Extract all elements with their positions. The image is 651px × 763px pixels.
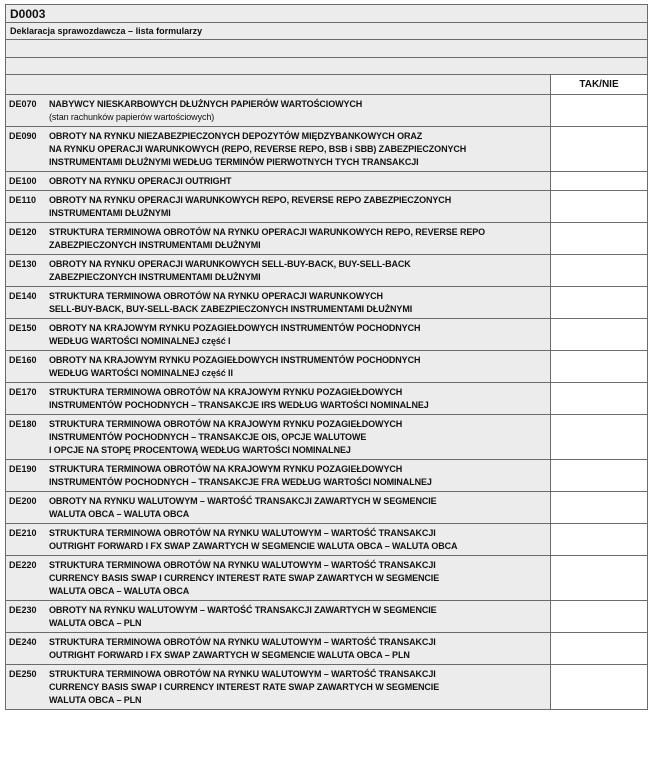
tak-nie-answer-field[interactable] (550, 383, 647, 414)
tak-nie-answer-field[interactable] (550, 191, 647, 222)
form-description (49, 175, 231, 188)
form-description (49, 290, 412, 316)
form-description (49, 636, 436, 662)
description-line: INSTRUMENTAMI DŁUŻNYMI (49, 208, 171, 218)
form-code-label: DE250 (9, 669, 37, 679)
row-description-cell (6, 665, 550, 709)
table-row (6, 665, 647, 709)
description-line: INSTRUMENTÓW POCHODNYCH – TRANSAKCJE FRA WEDŁUG WARTOŚCI NOMINALNEJ (49, 477, 432, 487)
row-description-cell (6, 460, 550, 491)
tak-nie-answer-field[interactable] (550, 524, 647, 555)
form-code-label: DE120 (9, 227, 37, 237)
tak-nie-answer-field[interactable] (550, 223, 647, 254)
row-description-cell (6, 223, 550, 254)
description-line: WEDŁUG WARTOŚCI NOMINALNEJ część I (49, 336, 231, 346)
form-code-label: DE200 (9, 496, 37, 506)
description-line: OBROTY NA RYNKU NIEZABEZPIECZONYCH DEPOZYTÓW MIĘDZYBANKOWYCH ORAZ (49, 131, 423, 141)
tak-nie-answer-field[interactable] (550, 633, 647, 664)
table-row (6, 191, 647, 223)
description-line: STRUKTURA TERMINOWA OBROTÓW NA KRAJOWYM RYNKU POZAGIEŁDOWYCH (49, 387, 403, 397)
form-description (49, 130, 466, 169)
tak-nie-answer-field[interactable] (550, 287, 647, 318)
description-line: STRUKTURA TERMINOWA OBROTÓW NA KRAJOWYM RYNKU POZAGIEŁDOWYCH (49, 464, 403, 474)
description-line: CURRENCY BASIS SWAP I CURRENCY INTEREST RATE SWAP ZAWARTYCH W SEGMENCIE (49, 682, 440, 692)
form-title: Deklaracja sprawozdawcza – lista formularzy (6, 23, 647, 40)
description-line: INSTRUMENTÓW POCHODNYCH – TRANSAKCJE OIS, OPCJE WALUTOWE (49, 432, 367, 442)
tak-nie-answer-field[interactable] (550, 460, 647, 491)
form-code: D0003 (6, 5, 647, 23)
description-line: INSTRUMENTÓW POCHODNYCH – TRANSAKCJE IRS WEDŁUG WARTOŚCI NOMINALNEJ (49, 400, 429, 410)
form-code-label: DE160 (9, 355, 37, 365)
form-description (49, 604, 437, 630)
table-row (6, 351, 647, 383)
table-row (6, 287, 647, 319)
form-description (49, 226, 485, 252)
description-line: ZABEZPIECZONYCH INSTRUMENTAMI DŁUŻNYMI (49, 240, 261, 250)
description-line: OBROTY NA RYNKU WALUTOWYM – WARTOŚĆ TRANSAKCJI ZAWARTYCH W SEGMENCIE (49, 496, 437, 506)
description-line: ZABEZPIECZONYCH INSTRUMENTAMI DŁUŻNYMI (49, 272, 261, 282)
form-description (49, 386, 429, 412)
form-description (49, 322, 420, 348)
description-line: STRUKTURA TERMINOWA OBROTÓW NA RYNKU OPERACJI WARUNKOWYCH (49, 291, 383, 301)
table-row (6, 556, 647, 601)
description-line: (stan rachunków papierów wartościowych) (49, 112, 215, 122)
tak-nie-answer-field[interactable] (550, 415, 647, 459)
tak-nie-answer-field[interactable] (550, 601, 647, 632)
form-code-label: DE070 (9, 99, 37, 109)
column-header-tak-nie: TAK/NIE (550, 75, 647, 94)
description-line: WALUTA OBCA – WALUTA OBCA (49, 586, 190, 596)
table-row (6, 95, 647, 127)
row-description-cell (6, 601, 550, 632)
row-description-cell (6, 383, 550, 414)
description-line: WEDŁUG WARTOŚCI NOMINALNEJ część II (49, 368, 233, 378)
tak-nie-answer-field[interactable] (550, 351, 647, 382)
description-line: CURRENCY BASIS SWAP I CURRENCY INTEREST RATE SWAP ZAWARTYCH W SEGMENCIE (49, 573, 440, 583)
row-description-cell (6, 191, 550, 222)
description-line: OBROTY NA RYNKU WALUTOWYM – WARTOŚĆ TRANSAKCJI ZAWARTYCH W SEGMENCIE (49, 605, 437, 615)
form-description (49, 527, 457, 553)
description-line: SELL-BUY-BACK, BUY-SELL-BACK ZABEZPIECZONYCH INSTRUMENTAMI DŁUŻNYMI (49, 304, 413, 314)
form-description (49, 354, 420, 380)
description-line: STRUKTURA TERMINOWA OBROTÓW NA RYNKU WALUTOWYM – WARTOŚĆ TRANSAKCJI (49, 528, 436, 538)
description-line: OUTRIGHT FORWARD I FX SWAP ZAWARTYCH W SEGMENCIE WALUTA OBCA – PLN (49, 650, 410, 660)
tak-nie-answer-field[interactable] (550, 665, 647, 709)
form-code-label: DE140 (9, 291, 37, 301)
row-description-cell (6, 255, 550, 286)
empty-bar (6, 58, 647, 75)
form-rows (6, 95, 647, 709)
description-line: STRUKTURA TERMINOWA OBROTÓW NA KRAJOWYM RYNKU POZAGIEŁDOWYCH (49, 419, 403, 429)
form-code-label: DE230 (9, 605, 37, 615)
description-line: INSTRUMENTAMI DŁUŻNYMI WEDŁUG TERMINÓW PIERWOTNYCH TYCH TRANSAKCJI (49, 157, 419, 167)
tak-nie-answer-field[interactable] (550, 319, 647, 350)
table-row (6, 460, 647, 492)
row-description-cell (6, 492, 550, 523)
row-description-cell (6, 633, 550, 664)
table-row (6, 172, 647, 191)
form-code-label: DE220 (9, 560, 37, 570)
description-line: STRUKTURA TERMINOWA OBROTÓW NA RYNKU WALUTOWYM – WARTOŚĆ TRANSAKCJI (49, 669, 436, 679)
table-row (6, 127, 647, 172)
description-line: NABYWCY NIESKARBOWYCH DŁUŻNYCH PAPIERÓW WARTOŚCIOWYCH (49, 99, 363, 109)
description-line: WALUTA OBCA – PLN (49, 618, 142, 628)
table-row (6, 524, 647, 556)
form-code-label: DE090 (9, 131, 37, 141)
description-line: STRUKTURA TERMINOWA OBROTÓW NA RYNKU OPERACJI WARUNKOWYCH REPO, REVERSE REPO (49, 227, 486, 237)
description-line: OBROTY NA KRAJOWYM RYNKU POZAGIEŁDOWYCH INSTRUMENTÓW POCHODNYCH (49, 323, 421, 333)
form-code-label: DE130 (9, 259, 37, 269)
row-description-cell (6, 556, 550, 600)
form-description (49, 463, 432, 489)
tak-nie-answer-field[interactable] (550, 127, 647, 171)
form-description (49, 418, 402, 457)
tak-nie-answer-field[interactable] (550, 492, 647, 523)
form-description (49, 495, 437, 521)
form-code-label: DE170 (9, 387, 37, 397)
row-description-cell (6, 172, 550, 190)
table-row (6, 633, 647, 665)
table-row (6, 223, 647, 255)
form-code-label: DE240 (9, 637, 37, 647)
table-row (6, 383, 647, 415)
row-description-cell (6, 415, 550, 459)
form-d0003 (5, 4, 648, 710)
row-description-cell (6, 524, 550, 555)
form-code-label: DE210 (9, 528, 37, 538)
form-code-label: DE110 (9, 195, 37, 205)
description-line: OUTRIGHT FORWARD I FX SWAP ZAWARTYCH W SEGMENCIE WALUTA OBCA – WALUTA OBCA (49, 541, 458, 551)
tak-nie-answer-field[interactable] (550, 255, 647, 286)
form-code-label: DE150 (9, 323, 37, 333)
form-code-label: DE190 (9, 464, 37, 474)
table-header (6, 75, 647, 95)
table-row (6, 492, 647, 524)
description-line: OBROTY NA RYNKU OPERACJI WARUNKOWYCH REPO, REVERSE REPO ZABEZPIECZONYCH (49, 195, 452, 205)
empty-bar (6, 40, 647, 58)
table-row (6, 255, 647, 287)
header-spacer (6, 75, 550, 94)
description-line: OBROTY NA KRAJOWYM RYNKU POZAGIEŁDOWYCH INSTRUMENTÓW POCHODNYCH (49, 355, 421, 365)
table-row (6, 601, 647, 633)
form-description (49, 194, 451, 220)
table-row (6, 415, 647, 460)
tak-nie-answer-field[interactable] (550, 172, 647, 190)
row-description-cell (6, 127, 550, 171)
form-code-label: DE100 (9, 176, 37, 186)
description-line: I OPCJE NA STOPĘ PROCENTOWĄ WEDŁUG WARTOŚCI NOMINALNEJ (49, 445, 351, 455)
description-line: OBROTY NA RYNKU OPERACJI WARUNKOWYCH SELL-BUY-BACK, BUY-SELL-BACK (49, 259, 411, 269)
description-line: WALUTA OBCA – WALUTA OBCA (49, 509, 190, 519)
tak-nie-answer-field[interactable] (550, 556, 647, 600)
form-code-label: DE180 (9, 419, 37, 429)
description-line: NA RYNKU OPERACJI WARUNKOWYCH (REPO, REVERSE REPO, BSB i SBB) ZABEZPIECZONYCH (49, 144, 467, 154)
tak-nie-answer-field[interactable] (550, 95, 647, 126)
description-line: STRUKTURA TERMINOWA OBROTÓW NA RYNKU WALUTOWYM – WARTOŚĆ TRANSAKCJI (49, 560, 436, 570)
row-description-cell (6, 351, 550, 382)
description-line: STRUKTURA TERMINOWA OBROTÓW NA RYNKU WALUTOWYM – WARTOŚĆ TRANSAKCJI (49, 637, 436, 647)
description-line: WALUTA OBCA – PLN (49, 695, 142, 705)
form-description (49, 98, 362, 124)
description-line: OBROTY NA RYNKU OPERACJI OUTRIGHT (49, 176, 232, 186)
row-description-cell (6, 319, 550, 350)
form-description (49, 559, 439, 598)
row-description-cell (6, 287, 550, 318)
form-description (49, 668, 439, 707)
form-description (49, 258, 411, 284)
table-row (6, 319, 647, 351)
row-description-cell (6, 95, 550, 126)
